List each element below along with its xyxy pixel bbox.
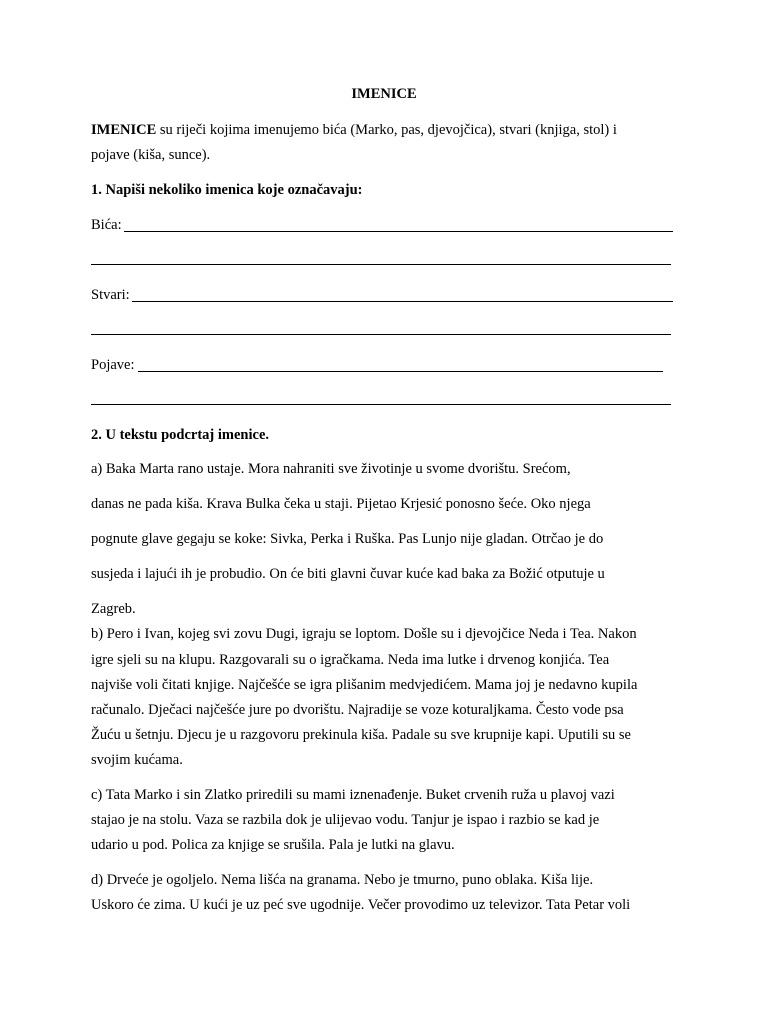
- label-stvari: Stvari:: [91, 287, 130, 303]
- paragraph-a-line: a) Baka Marta rano ustaje. Mora nahraniti sve životinje u svome dvorištu. Srećom,: [91, 461, 571, 477]
- paragraph-b-line: igre sjeli su na klupu. Razgovarali su o igračkama. Neda ima lutke i drvenog konjića. Tea: [91, 652, 610, 668]
- paragraph-b-line: svojim kućama.: [91, 752, 183, 768]
- paragraph-a-line: Zagreb.: [91, 601, 136, 617]
- page-title: IMENICE: [351, 86, 417, 102]
- answer-line-bica-1[interactable]: [124, 231, 673, 232]
- answer-line-pojave-2[interactable]: [91, 404, 671, 405]
- answer-line-stvari-1[interactable]: [132, 301, 673, 302]
- answer-line-stvari-2[interactable]: [91, 334, 671, 335]
- paragraph-c-line: stajao je na stolu. Vaza se razbila dok je ulijevao vodu. Tanjur je ispao i razbio se kad je: [91, 812, 600, 828]
- paragraph-c-line: udario u pod. Polica za knjige se srušila. Pala je lutki na glavu.: [91, 837, 455, 853]
- paragraph-d-line: Uskoro će zima. U kući je uz peć sve ugodnije. Večer provodimo uz televizor. Tata Petar voli: [91, 897, 631, 913]
- paragraph-b-line: Žuću u šetnju. Djecu je u razgovoru prekinula kiša. Padale su sve krupnije kapi. Uputili su se: [91, 727, 631, 743]
- task2-heading: 2. U tekstu podcrtaj imenice.: [91, 427, 270, 443]
- paragraph-d-line: d) Drveće je ogoljelo. Nema lišća na granama. Nebo je tmurno, puno oblaka. Kiša lije.: [91, 872, 594, 888]
- label-pojave: Pojave:: [91, 357, 135, 373]
- answer-line-bica-2[interactable]: [91, 264, 671, 265]
- intro-term: IMENICE: [91, 122, 157, 138]
- intro-line-1: [91, 121, 617, 139]
- paragraph-a-line: susjeda i lajući ih je probudio. On će biti glavni čuvar kuće kad baka za Božić otputuje u: [91, 566, 605, 582]
- paragraph-a-line: pognute glave gegaju se koke: Sivka, Perka i Ruška. Pas Lunjo nije gladan. Otrčao je do: [91, 531, 604, 547]
- paragraph-c-line: c) Tata Marko i sin Zlatko priredili su mami iznenađenje. Buket crvenih ruža u plavoj vazi: [91, 787, 615, 803]
- paragraph-b-line: najviše voli čitati knjige. Najčešće se igra plišanim medvjedićem. Mama joj je nedavno kupila: [91, 677, 638, 693]
- task1-heading: 1. Napiši nekoliko imenica koje označavaju:: [91, 182, 363, 198]
- intro-line-2: pojave (kiša, sunce).: [91, 147, 211, 163]
- label-bica: Bića:: [91, 217, 122, 233]
- answer-line-pojave-1[interactable]: [138, 371, 663, 372]
- paragraph-b-line: b) Pero i Ivan, kojeg svi zovu Dugi, igraju se loptom. Došle su i djevojčice Neda i Tea. Nakon: [91, 626, 637, 642]
- intro-definition: su riječi kojima imenujemo bića (Marko, pas, djevojčica), stvari (knjiga, stol) i: [156, 122, 617, 138]
- paragraph-b-line: računalo. Dječaci najčešće jure po dvorištu. Najradije se voze koturaljkama. Često vode psa: [91, 702, 624, 718]
- paragraph-a-line: danas ne pada kiša. Krava Bulka čeka u staji. Pijetao Krjesić ponosno šeće. Oko njega: [91, 496, 591, 512]
